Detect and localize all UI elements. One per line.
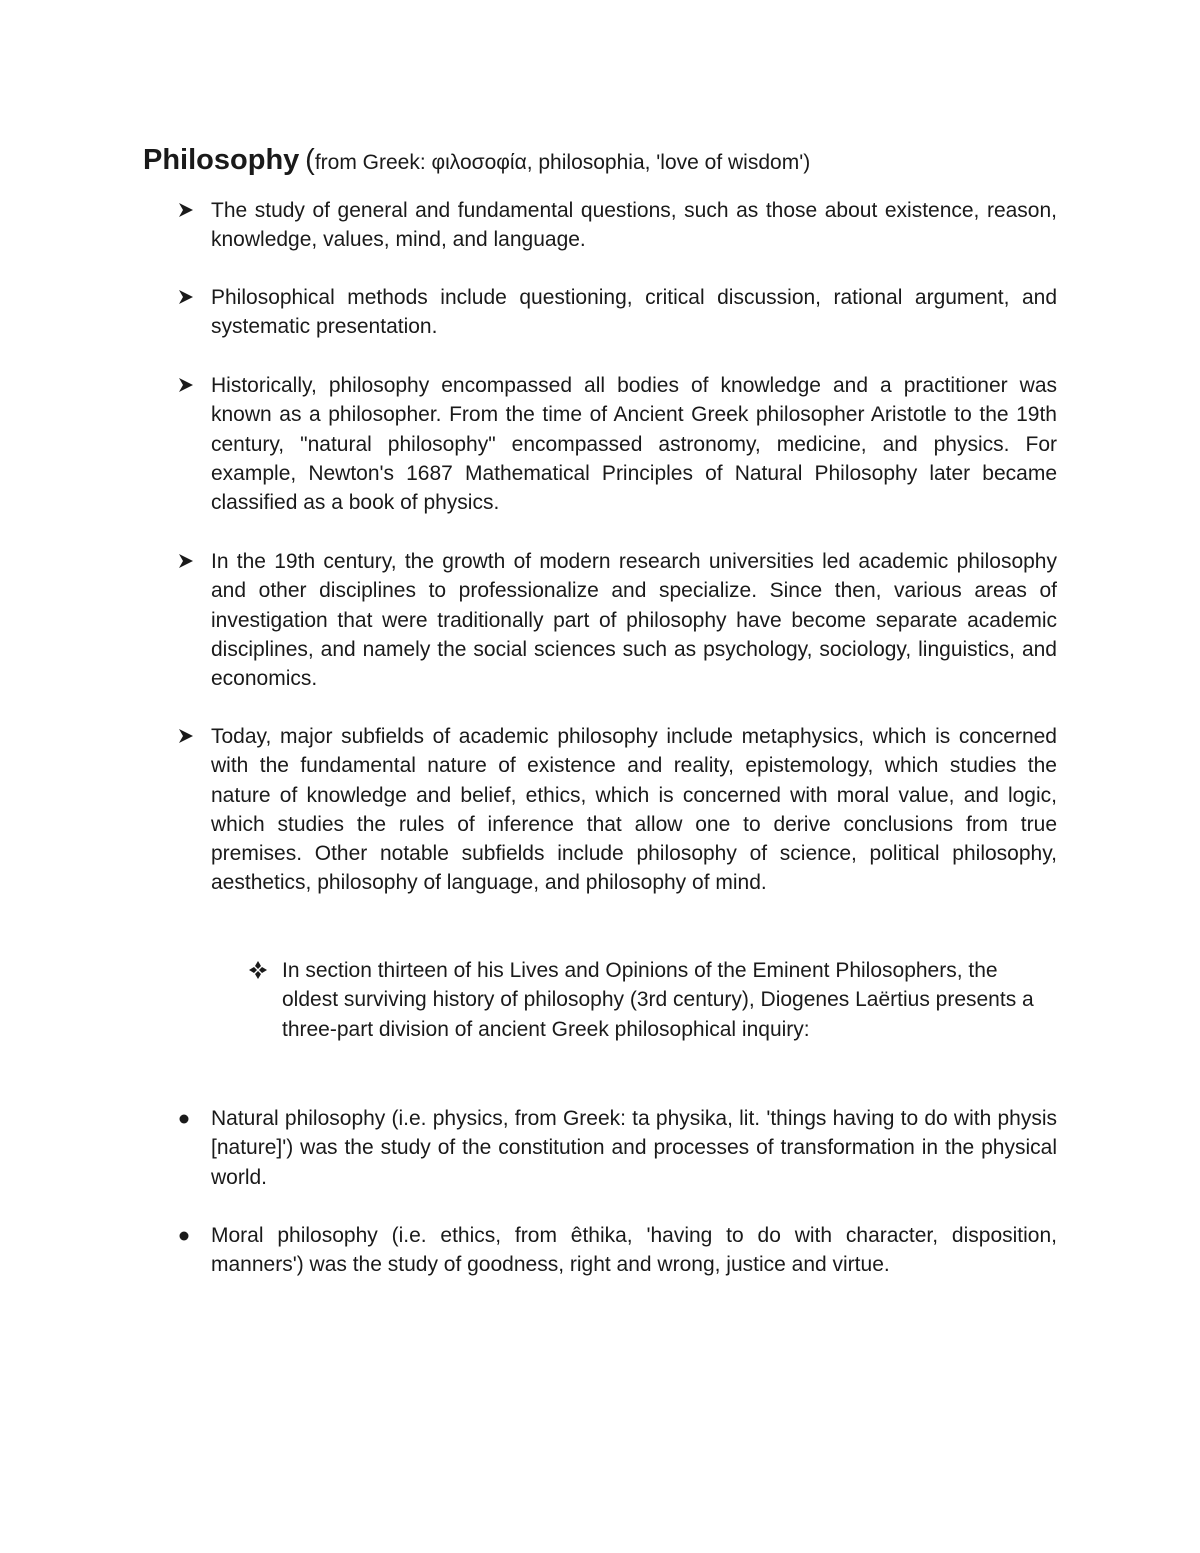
arrow-list-item	[211, 371, 1057, 517]
page-title	[143, 140, 1093, 183]
arrow-item-text: The study of general and fundamental questions, such as those about existence, reason, knowledge, values, mind, and language.	[211, 199, 1057, 252]
arrow-bullet-icon	[176, 547, 200, 576]
arrow-item-text: Philosophical methods include questioning, critical discussion, rational argument, and systematic presentation.	[211, 286, 1057, 339]
title-word: Philosophy	[143, 144, 300, 176]
arrow-list-item	[211, 547, 1057, 693]
arrow-bullet-icon	[176, 371, 200, 400]
dot-list-item	[211, 1221, 1057, 1280]
dot-item-text: Moral philosophy (i.e. ethics, from êthika, 'having to do with character, disposition, manners') was the study of goodness, right and wrong, justice and virtue.	[211, 1224, 1057, 1277]
diamond-bullet-icon	[247, 956, 271, 985]
dot-bullet-icon	[176, 1221, 200, 1250]
diamond-list-item	[282, 956, 1058, 1044]
arrow-bullet-icon	[176, 283, 200, 312]
arrow-item-text: Today, major subfields of academic philosophy include metaphysics, which is concerned with the fundamental nature of existence and reality, epistemology, which studies the nature of knowledge and belief, ethics, which is concerned with moral value, and logic, which studies the rules of inference that allow one to derive conclusions from true premises. Other notable subfields include philosophy of science, political philosophy, aesthetics, philosophy of language, and philosophy of mind.	[211, 725, 1057, 895]
arrow-list-item	[211, 283, 1057, 342]
diamond-item-text: In section thirteen of his Lives and Opinions of the Eminent Philosophers, the oldest surviving history of philosophy (3rd century), Diogenes Laërtius presents a three-part division of ancient Greek philosophical inquiry:	[282, 959, 1034, 1041]
arrow-bullet-icon	[176, 196, 200, 225]
title-paren: (	[305, 144, 315, 176]
arrow-bullet-icon	[176, 722, 200, 751]
arrow-item-text: Historically, philosophy encompassed all bodies of knowledge and a practitioner was known as a philosopher. From the time of Ancient Greek philosopher Aristotle to the 19th century, "natural philosophy" encompassed astronomy, medicine, and physics. For example, Newton's 1687 Mathematical Principles of Natural Philosophy later became classified as a book of physics.	[211, 374, 1057, 515]
arrow-item-text: In the 19th century, the growth of modern research universities led academic philosophy and other disciplines to professionalize and specialize. Since then, various areas of investigation that were traditionally part of philosophy have become separate academic disciplines, and namely the social sciences such as psychology, sociology, linguistics, and economics.	[211, 550, 1057, 691]
arrow-list-item	[211, 722, 1057, 898]
dot-item-text: Natural philosophy (i.e. physics, from Greek: ta physika, lit. 'things having to do with physis [nature]') was the study of the constitution and processes of transformation in the physical world.	[211, 1107, 1057, 1189]
dot-bullet-icon	[176, 1104, 200, 1133]
arrow-list-item	[211, 196, 1057, 255]
dot-list-item	[211, 1104, 1057, 1192]
title-subtitle: from Greek: φιλοσοφία, philosophia, 'love of wisdom')	[314, 151, 811, 174]
